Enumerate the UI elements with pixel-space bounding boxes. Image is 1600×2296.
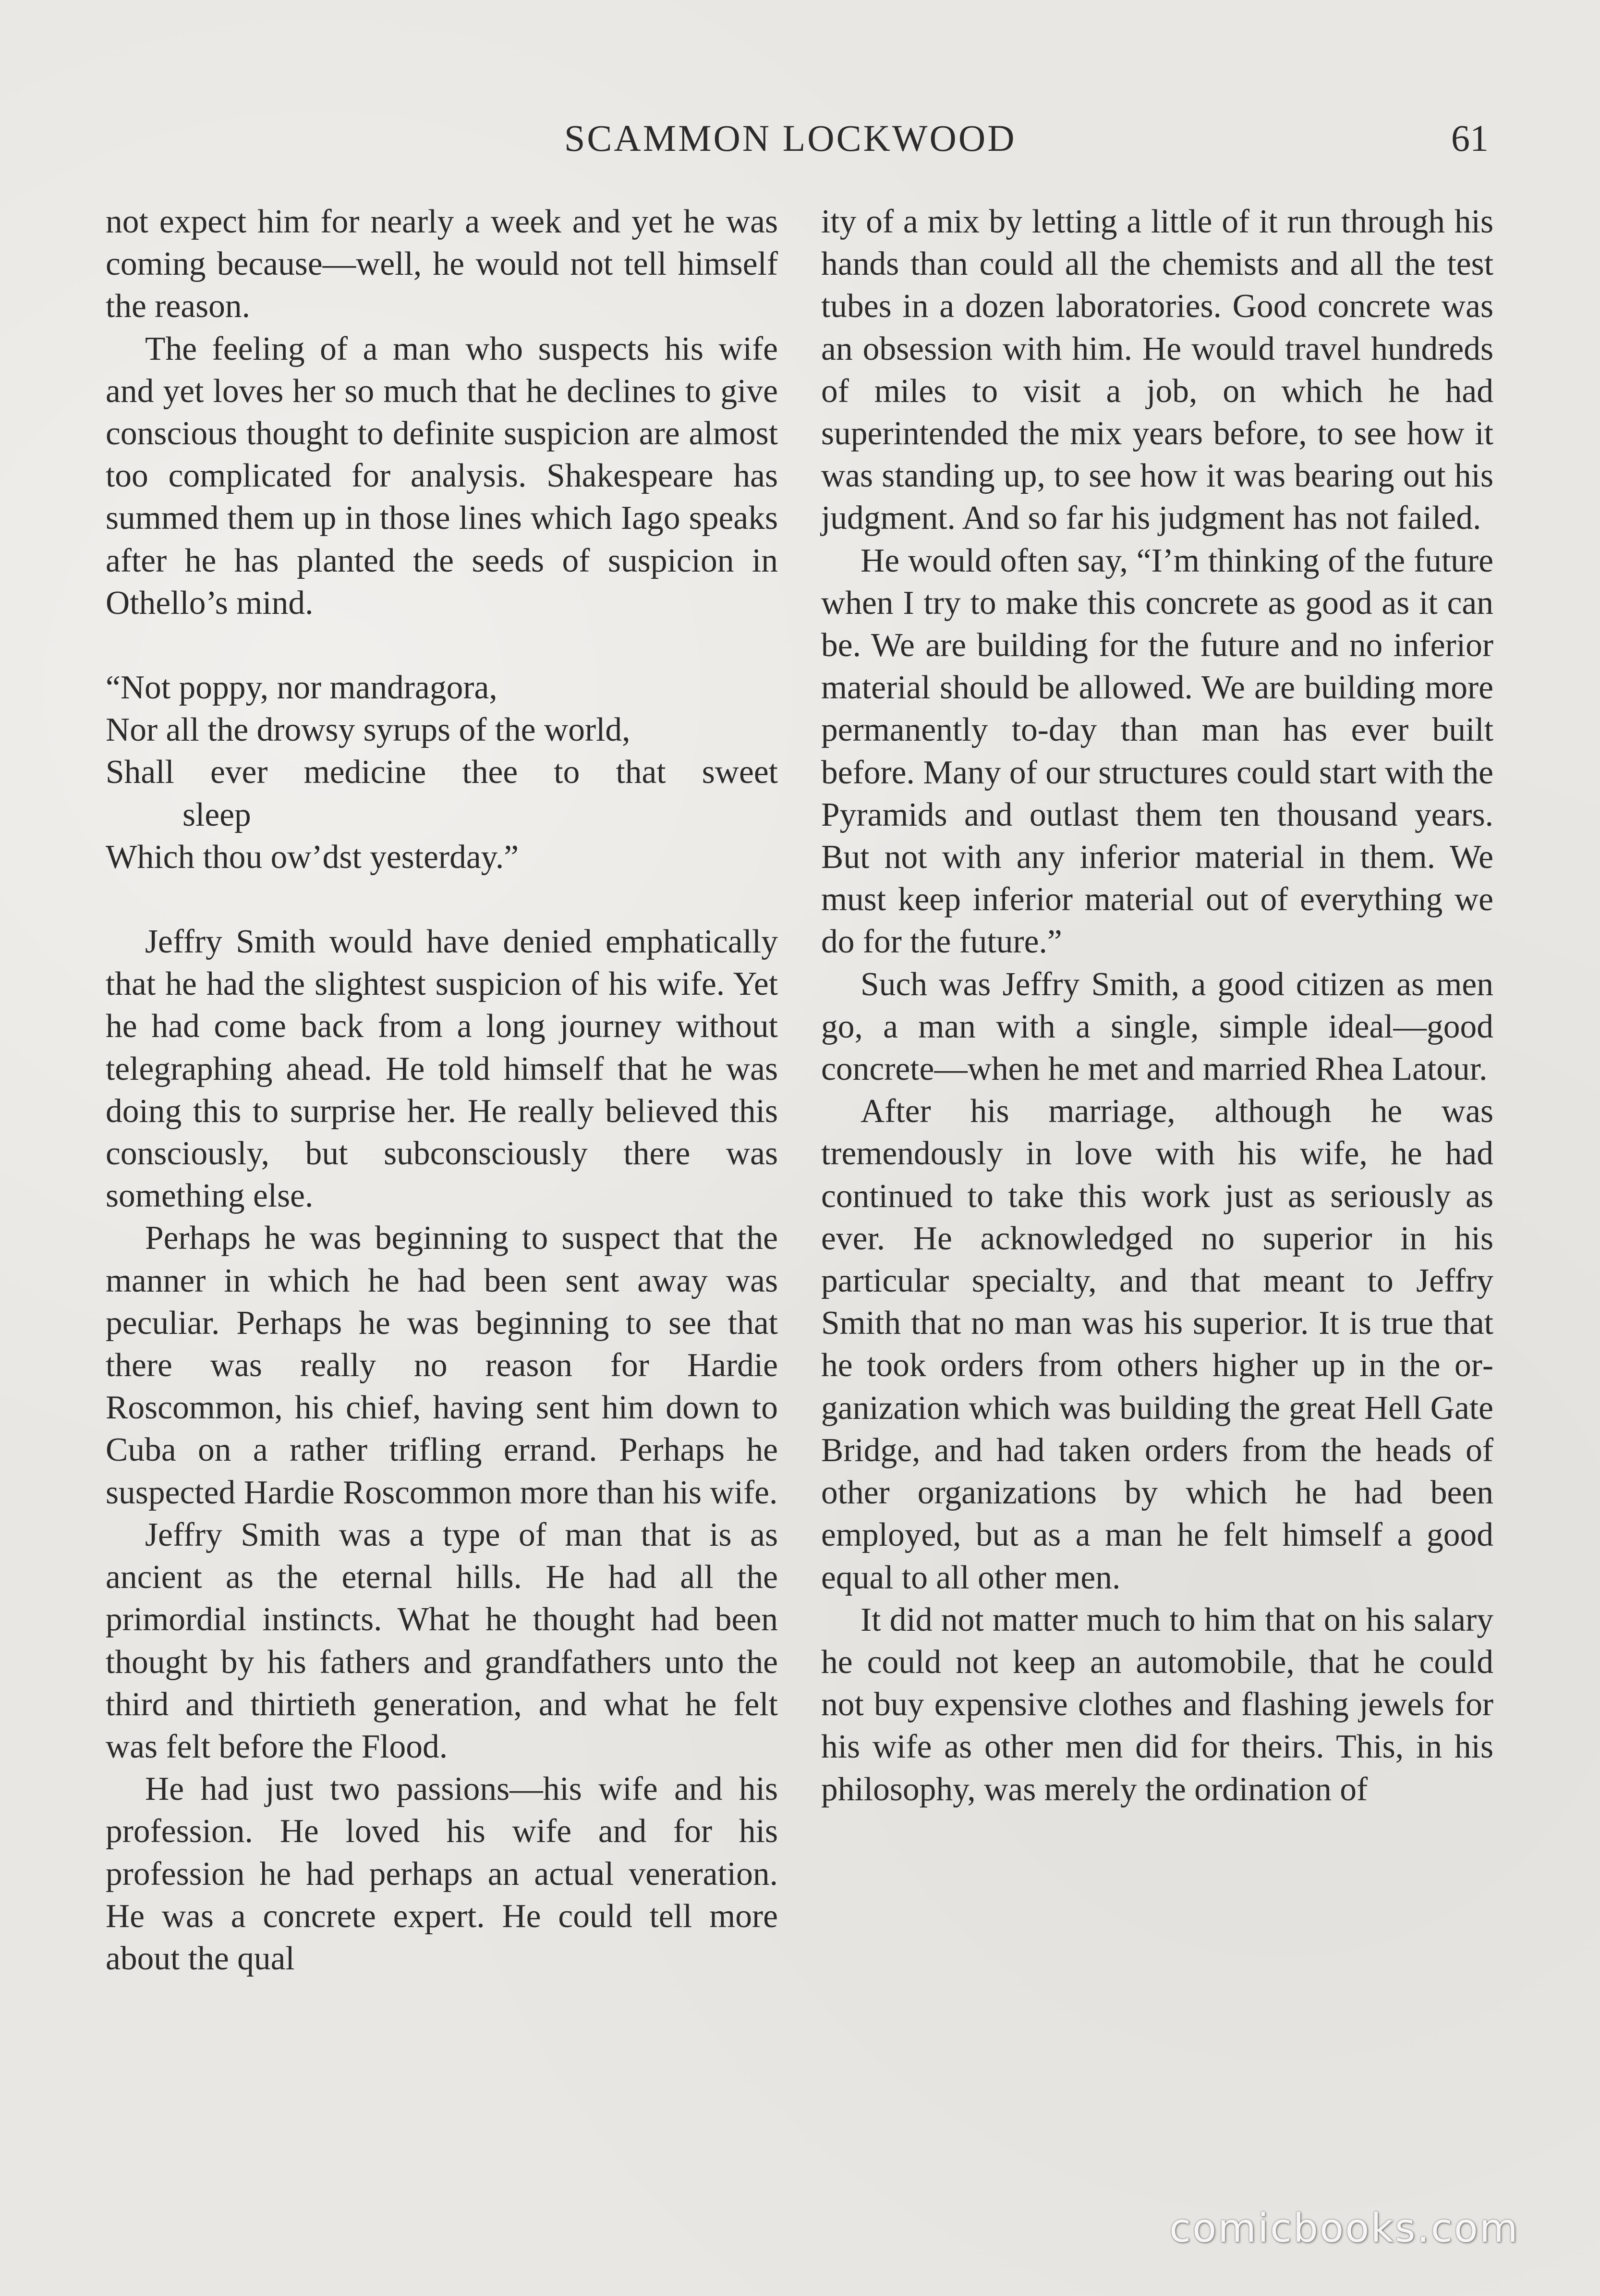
poem-line: sleep (182, 796, 251, 833)
paragraph: After his marriage, although he was tremendously in love with his wife, he had continued to take this work just as seriously as ever. He acknowledged no superior in his particular specialty, and that meant to Jeffry Smith that no man was his superior. It is true that he took orders from others higher up in the organization which was building the great Hell Gate Bridge, and had taken orders from the heads of other organizations by which he had been employed, but as a man he felt himself a good equal to all other men. (821, 1093, 1493, 1596)
paragraph: not expect him for nearly a week and yet he was coming because—well, he would not tell himself the reason. (106, 203, 778, 325)
watermark: comicbooks.com (1169, 2206, 1519, 2251)
paragraph: He would often say, “I’m thinking of the future when I try to make this concrete as good as it can be. We are building for the future and no inferior material should be allowed. We are building more permanently to-day than man has ever built before. Many of our structures could start with the Pyramids and outlast them ten thousand years. But not with any inferior material in them. We must keep inferior material out of everything we do for the future.” (821, 542, 1493, 961)
paragraph: The feeling of a man who suspects his wife and yet loves her so much that he declines to give conscious thought to definite suspicion are almost too complicated for analysis. Shakespeare has summed them up in those lines which Iago speaks after he has planted the seeds of suspicion in Othello’s mind. (106, 330, 778, 622)
right-column (821, 201, 1493, 1811)
paragraph: Jeffry Smith was a type of man that is as ancient as the eternal hills. He had all the primordial instincts. What he thought had been thought by his fathers and grandfathers unto the third and thirtieth generation, and what he felt was felt before the Flood. (106, 1516, 778, 1765)
page-number: 61 (1451, 117, 1489, 159)
paragraph: Jeffry Smith would have denied emphatically that he had the slightest suspicion of his wife. Yet he had come back from a long journey without telegraphing ahead. He told himself that he was doing this to surprise her. He really believed this consciously, but subconsciously there was something else. (106, 923, 778, 1215)
poem-line: Which thou ow’dst yesterday.” (106, 838, 519, 876)
paragraph: Perhaps he was beginning to suspect that the manner in which he had been sent away was peculiar. Perhaps he was beginning to see that there was really no reason for Hardie Roscommon, his chief, having sent him down to Cuba on a rather trifling errand. Perhaps he suspected Hardie Roscommon more than his wife. (106, 1220, 778, 1511)
paragraph: ity of a mix by letting a little of it run through his hands than could all the chemists and all the test tubes in a dozen laboratories. Good concrete was an obsession with him. He would travel hundreds of miles to visit a job, on which he had superintended the mix years before, to see how it was standing up, to see how it was bearing out his judgment. And so far his judgment has not failed. (821, 203, 1493, 537)
poem-line: “Not poppy, nor mandragora, (106, 669, 497, 707)
running-title: SCAMMON LOCKWOOD (564, 117, 1017, 159)
poem-line: Nor all the drowsy syrups of the world, (106, 711, 630, 749)
page-header (0, 114, 1600, 167)
paragraph: Such was Jeffry Smith, a good citizen as men go, a man with a single, simple ideal—good concrete—when he met and married Rhea Latour. (821, 965, 1493, 1088)
paragraph: It did not matter much to him that on his salary he could not keep an automobile, that he could not buy expensive clothes and flashing jewels for his wife as other men did for theirs. This, in his philosophy, was merely the ordination of (821, 1601, 1493, 1808)
poem-line: Shall ever medicine thee to that sweet (106, 754, 778, 791)
paragraph: He had just two passions—his wife and his profession. He loved his wife and for his profession he had perhaps an actual veneration. He was a concrete expert. He could tell more about the qual (106, 1771, 778, 1977)
poem-quotation (106, 667, 778, 879)
left-column (106, 201, 778, 1980)
